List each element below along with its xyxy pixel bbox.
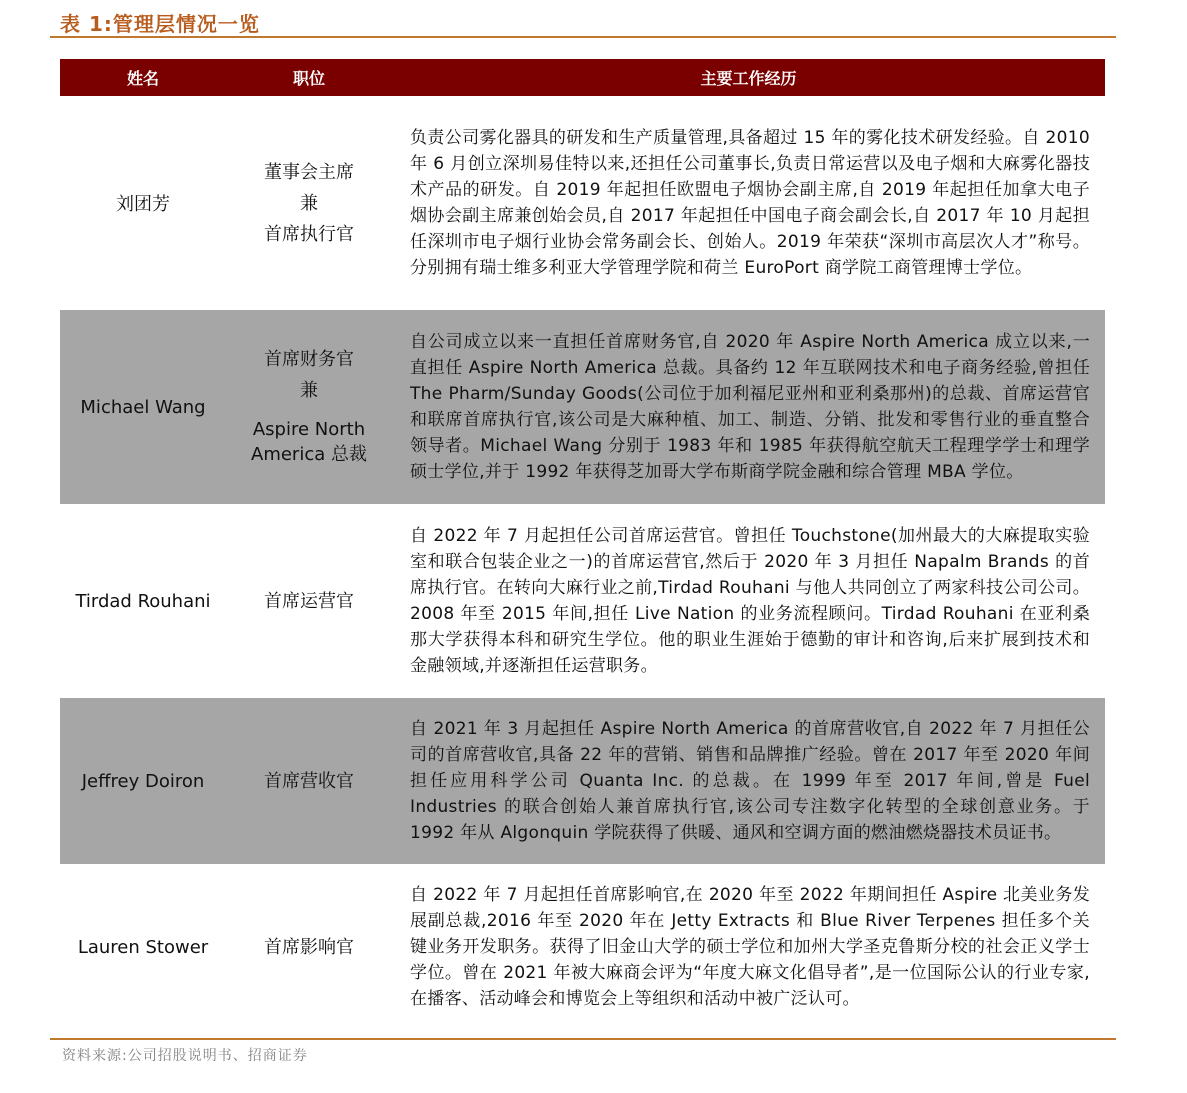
position-line: 兼: [300, 192, 318, 214]
table-row: [60, 310, 1105, 504]
experience-cell: 自 2022 年 7 月起担任首席影响官,在 2020 年至 2022 年期间担任 Aspire 北美业务发展副总裁,2016 年至 2020 年在 Jetty Extracts 和 Blue River Terpenes 担任多个关键业务开发职务。获得了旧金山大学的硕士学位和加州大学圣克鲁斯分校的社会正义学士学位。曾在 2021 年被大麻商会评为“年度大麻文化倡导者”,是一位国际公认的行业专家,在播客、活动峰会和博览会上等组织和活动中被广泛认可。: [410, 885, 1090, 1009]
header-position: 职位: [226, 59, 392, 96]
position-cell: [226, 96, 392, 310]
position-cell: [226, 864, 392, 1030]
table-row: [60, 96, 1105, 310]
experience-cell: 自 2021 年 3 月起担任 Aspire North America 的首席营收官,自 2022 年 7 月担任公司的首席营收官,具备 22 年的营销、销售和品牌推广经验。曾在 2017 年至 2020 年间担任应用科学公司 Quanta Inc. 的总裁。在 1999 年至 2017 年间,曾是 Fuel Industries 的联合创始人兼首席执行官,该公司专注数字化转型的全球创意业务。于 1992 年从 Algonquin 学院获得了供暖、通风和空调方面的燃油燃烧器技术员证书。: [392, 698, 1105, 864]
position-line: 首席运营官: [264, 590, 354, 612]
position-line: 首席执行官: [264, 223, 354, 245]
header-experience: 主要工作经历: [392, 59, 1105, 96]
name-cell: Michael Wang: [60, 310, 226, 504]
experience-cell: 自公司成立以来一直担任首席财务官,自 2020 年 Aspire North America 成立以来,一直担任 Aspire North America 总裁。具备约 12 年互联网技术和电子商务经验,曾担任 The Pharm/Sunday Goods(公司位于加利福尼亚州和亚利桑那州)的总裁、首席运营官和联席首席执行官,该公司是大麻种植、加工、制造、分销、批发和零售行业的垂直整合领导者。Michael Wang 分别于 1983 年和 1985 年获得航空航天工程理学学士和理学硕士学位,并于 1992 年获得芝加哥大学布斯商学院金融和综合管理 MBA 学位。: [392, 310, 1105, 504]
position-line: Aspire North America 总裁: [251, 419, 367, 465]
table-row: [60, 698, 1105, 864]
position-line: 首席营收官: [264, 770, 354, 792]
position-line: 兼: [300, 380, 318, 401]
name-cell: 刘团芳: [116, 194, 170, 215]
source-divider: [50, 1038, 1116, 1040]
name-cell: Lauren Stower: [77, 936, 209, 958]
table-header-row: [60, 59, 1105, 96]
name-cell: Tirdad Rouhani: [75, 590, 211, 612]
source-note: 资料来源:公司招股说明书、招商证券: [62, 1048, 308, 1064]
header-name: 姓名: [60, 59, 226, 96]
position-cell: [226, 698, 392, 864]
position-line: 董事会主席: [264, 161, 354, 183]
management-table: [60, 59, 1105, 1030]
table-row: [60, 504, 1105, 698]
table-row: [60, 864, 1105, 1030]
title-divider: [50, 36, 1116, 38]
position-cell: [226, 310, 392, 504]
name-cell: Jeffrey Doiron: [60, 698, 226, 864]
position-line: 首席财务官: [264, 349, 354, 370]
table-title: 表 1:管理层情况一览: [60, 12, 260, 36]
position-cell: [226, 504, 392, 698]
position-line: 首席影响官: [264, 936, 354, 958]
experience-cell: 自 2022 年 7 月起担任公司首席运营官。曾担任 Touchstone(加州最大的大麻提取实验室和联合包装企业之一)的首席运营官,然后于 2020 年 3 月担任 Napalm Brands 的首席执行官。在转向大麻行业之前,Tirdad Rouhani 与他人共同创立了两家科技公司公司。2008 年至 2015 年间,担任 Live Nation 的业务流程顾问。Tirdad Rouhani 在亚利桑那大学获得本科和研究生学位。他的职业生涯始于德勤的审计和咨询,后来扩展到技术和金融领域,并逐渐担任运营职务。: [410, 526, 1090, 676]
experience-cell: 负责公司雾化器具的研发和生产质量管理,具备超过 15 年的雾化技术研发经验。自 2010 年 6 月创立深圳易佳特以来,还担任公司董事长,负责日常运营以及电子烟和大麻雾化器技术产品的研发。自 2019 年起担任欧盟电子烟协会副主席,自 2019 年起担任加拿大电子烟协会副主席兼创始会员,自 2017 年起担任中国电子商会副会长,自 2017 年 10 月起担任深圳市电子烟行业协会常务副会长、创始人。2019 年荣获“深圳市高层次人才”称号。分别拥有瑞士维多利亚大学管理学院和荷兰 EuroPort 商学院工商管理博士学位。: [410, 128, 1090, 278]
